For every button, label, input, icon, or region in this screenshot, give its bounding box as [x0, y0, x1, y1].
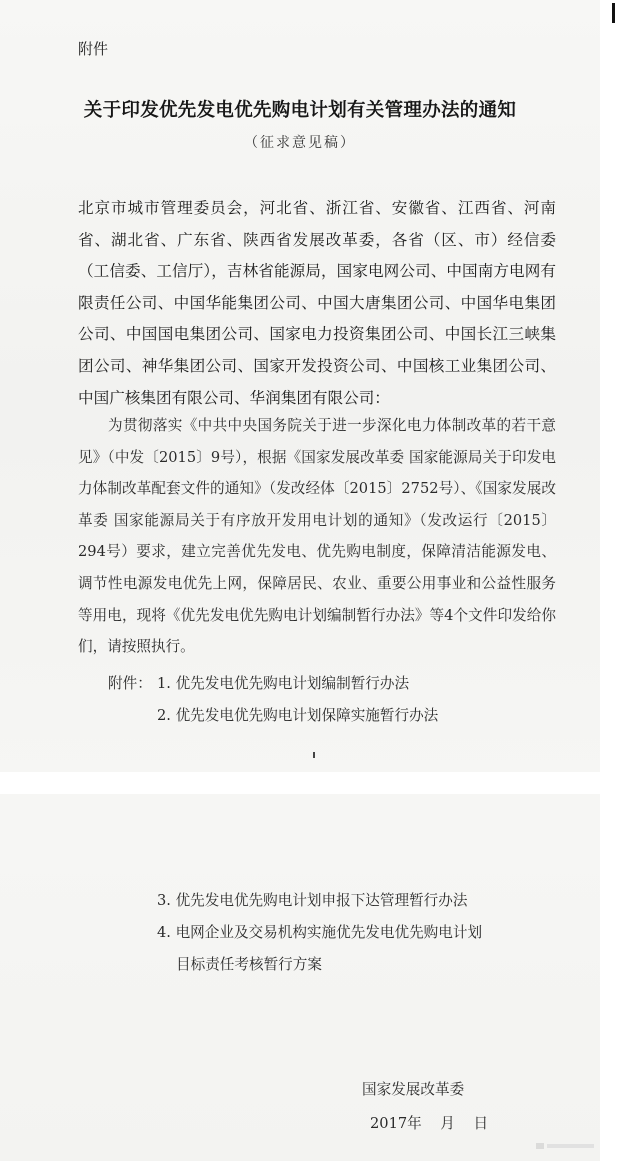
attachments-lead: 附件：	[108, 675, 152, 692]
watermark-logo	[536, 1141, 596, 1151]
scan-dot	[313, 752, 315, 758]
issuing-organization: 国家发展改革委	[362, 1081, 465, 1098]
attachment-item-1: 1. 优先发电优先购电计划编制暂行办法	[157, 675, 410, 692]
corner-mark	[612, 3, 615, 23]
attachment-item-4: 4. 电网企业及交易机构实施优先发电优先购电计划	[157, 924, 483, 941]
page-break-band	[0, 772, 600, 794]
document-subtitle: （征求意见稿）	[244, 135, 356, 151]
attachment-label: 附件	[78, 40, 109, 58]
body-paragraph: 为贯彻落实《中共中央国务院关于进一步深化电力体制改革的若干意见》（中发〔2015〕9号），根据《国家发展改革委 国家能源局关于印发电力体制改革配套文件的通知》（发改经体〔2015〕2752号）、《国家发展改革委 国家能源局关于有序放开发用电计划的通知》（发改运行〔2015〕294号）要求，建立完善优先发电、优先购电制度，保障清洁能源发电、调节性电源发电优先上网，保障居民、农业、重要公用事业和公益性服务等用电，现将《优先发电优先购电计划编制暂行办法》等4个文件印发给你们，请按照执行。	[78, 417, 556, 656]
document-title: 关于印发优先发电优先购电计划有关管理办法的通知	[83, 100, 517, 121]
issue-date: 2017年 月 日	[370, 1115, 489, 1132]
attachment-item-3: 3. 优先发电优先购电计划申报下达管理暂行办法	[157, 892, 468, 909]
addressee-list: 北京市城市管理委员会，河北省、浙江省、安徽省、江西省、河南省、湖北省、广东省、陕西省发展改革委，各省（区、市）经信委（工信委、工信厅），吉林省能源局，国家电网公司、中国南方电网有限责任公司、中国华能集团公司、中国大唐集团公司、中国华电集团公司、中国国电集团公司、国家电力投资集团公司、中国长江三峡集团公司、神华集团公司、国家开发投资公司、中国核工业集团公司、中国广核集团有限公司、华润集团有限公司：	[78, 199, 556, 407]
attachment-item-2: 2. 优先发电优先购电计划保障实施暂行办法	[157, 707, 439, 724]
attachment-item-4-continued: 目标责任考核暂行方案	[176, 956, 322, 973]
